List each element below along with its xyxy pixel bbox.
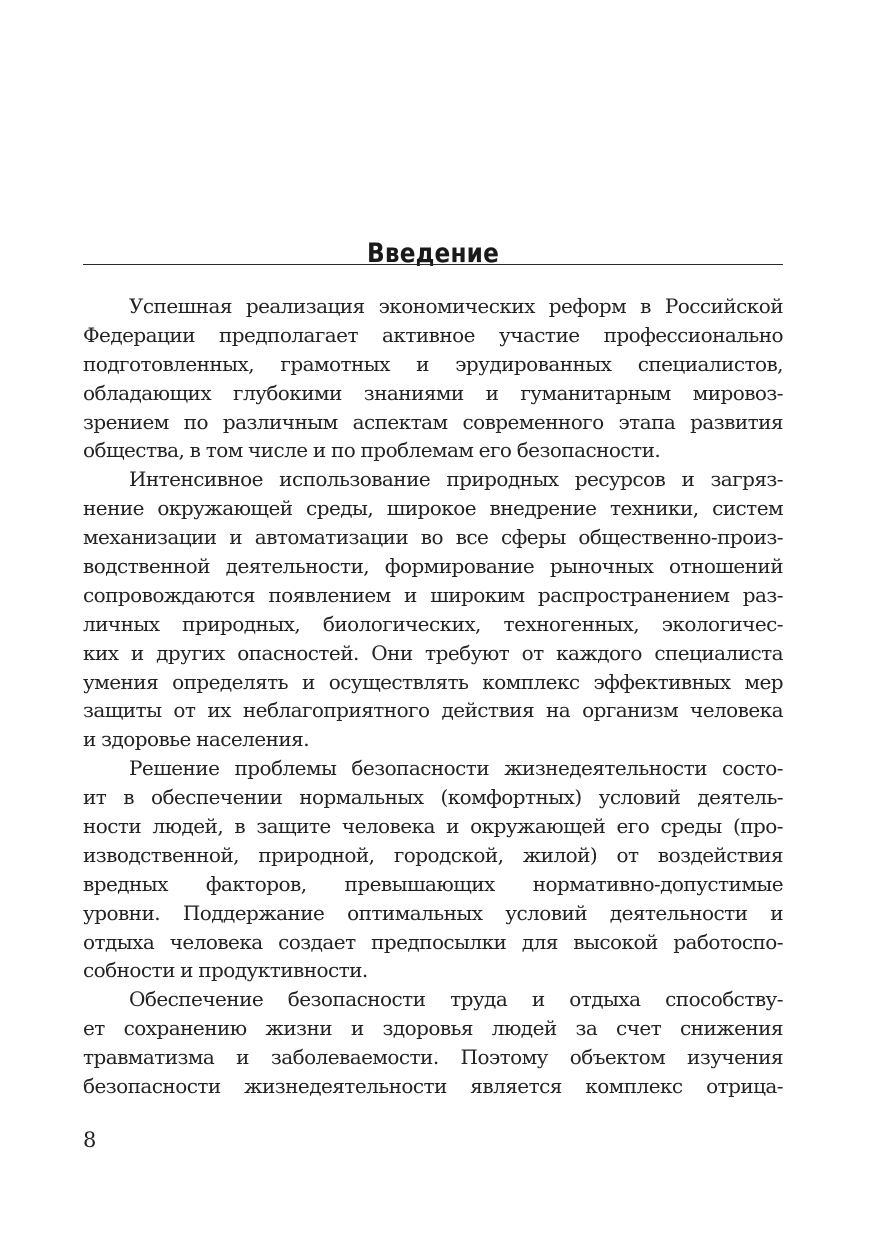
text-line: умения определять и осуществлять комплекс эффективных мер xyxy=(83,669,783,694)
paragraph xyxy=(83,985,783,1101)
text-line: нение окружающей среды, широкое внедрение техники, систем xyxy=(83,496,783,521)
text-line: отдыха человека создает предпосылки для высокой работоспо- xyxy=(83,929,783,954)
text-line: общества, в том числе и по проблемам его безопасности. xyxy=(83,438,661,463)
text-line: ности людей, в защите человека и окружающей его среды (про- xyxy=(83,814,783,839)
paragraph xyxy=(83,292,783,465)
text-line: ет сохранению жизни и здоровья людей за счет снижения xyxy=(83,1016,783,1041)
text-line: Решение проблемы безопасности жизнедеятельности состо- xyxy=(129,756,783,781)
text-line: собности и продуктивности. xyxy=(83,958,368,983)
text-line: Интенсивное использование природных ресурсов и загряз- xyxy=(129,467,783,492)
paragraph xyxy=(83,754,783,985)
text-line: личных природных, биологических, техногенных, экологичес- xyxy=(83,611,783,636)
text-line: обладающих глубокими знаниями и гуманитарным мировоз- xyxy=(83,380,783,405)
text-line: изводственной, природной, городской, жилой) от воздействия xyxy=(83,842,783,867)
chapter-title: Введение xyxy=(366,238,500,270)
text-line: Успешная реализация экономических реформ в Российской xyxy=(129,294,783,318)
text-line: ких и других опасностей. Они требуют от каждого специалиста xyxy=(83,640,783,665)
text-line: защиты от их неблагоприятного действия на организм человека xyxy=(83,698,783,723)
text-line: безопасности жизнедеятельности является комплекс отрица- xyxy=(83,1074,783,1099)
title-divider xyxy=(83,264,783,265)
text-line: сопровождаются появлением и широким распространением раз- xyxy=(83,582,783,607)
text-line: вредных факторов, превышающих нормативно-допустимые xyxy=(83,871,783,896)
text-line: уровни. Поддержание оптимальных условий деятельности и xyxy=(83,900,783,925)
text-line: ит в обеспечении нормальных (комфортных) условий деятель- xyxy=(83,785,783,810)
text-line: травматизма и заболеваемости. Поэтому объектом изучения xyxy=(83,1045,783,1070)
text-line: зрением по различным аспектам современного этапа развития xyxy=(83,409,783,434)
text-line: водственной деятельности, формирование рыночных отношений xyxy=(83,554,783,579)
page-number: 8 xyxy=(83,1128,97,1152)
body-text xyxy=(83,292,783,1101)
text-line: подготовленных, грамотных и эрудированных специалистов, xyxy=(83,351,783,376)
paragraph xyxy=(83,465,783,754)
text-line: Федерации предполагает активное участие профессионально xyxy=(83,322,783,347)
text-line: и здоровье населения. xyxy=(83,727,310,752)
text-line: Обеспечение безопасности труда и отдыха способству- xyxy=(129,987,783,1012)
text-line: механизации и автоматизации во все сферы общественно-произ- xyxy=(83,525,783,550)
